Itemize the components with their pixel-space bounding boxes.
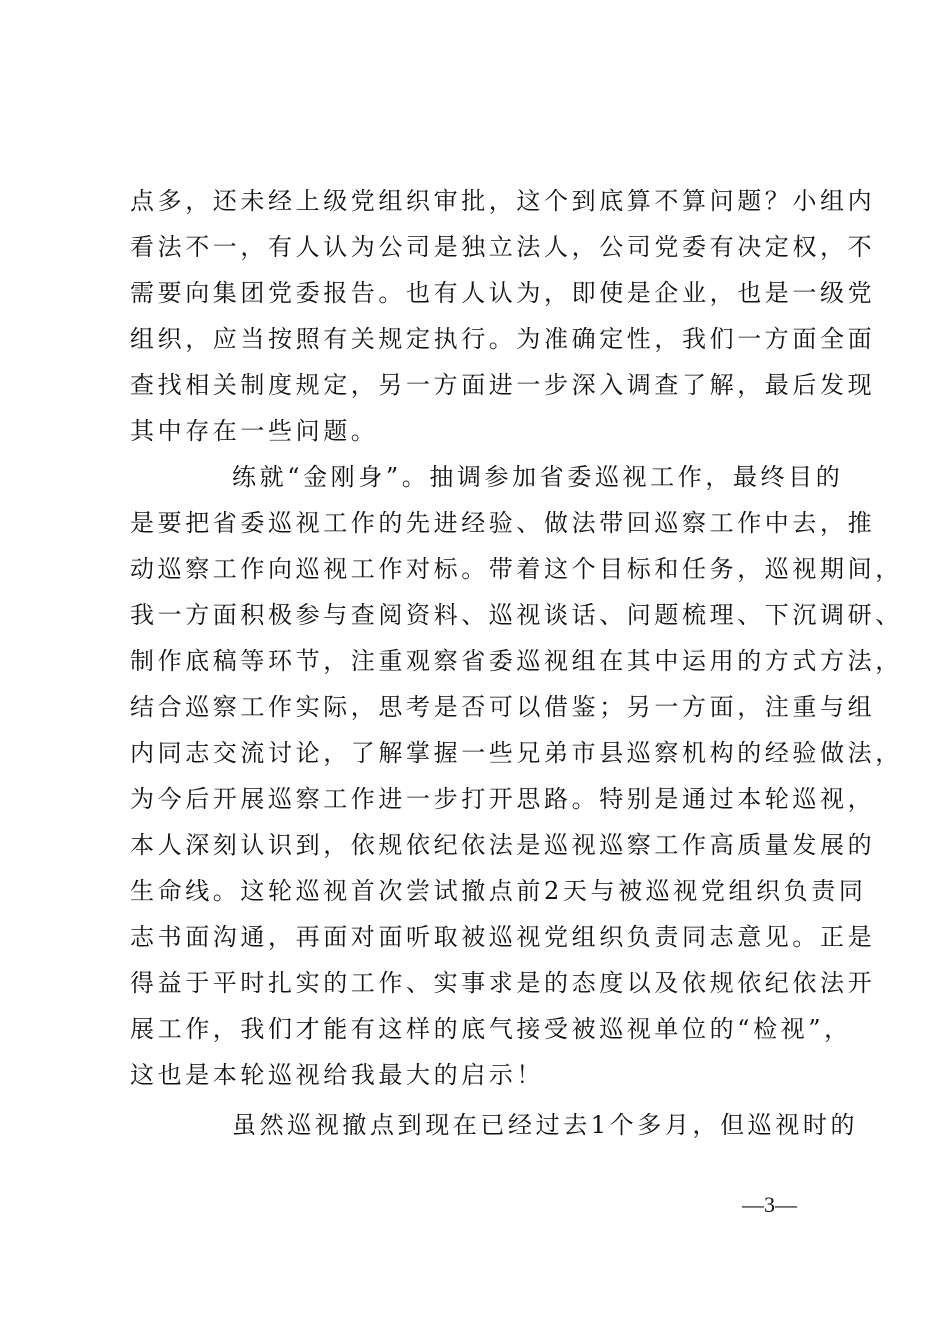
paragraph-first-line: 虽然巡视撤点到现在已经过去1个多月，但巡视时的: [232, 1111, 859, 1139]
text-line: 需要向集团党委报告。也有人认为，即使是企业，也是一级党: [130, 279, 876, 307]
text-line: 动巡察工作向巡视工作对标。带着这个目标和任务，巡视期间，: [130, 555, 903, 583]
text-line: 是要把省委巡视工作的先进经验、做法带回巡察工作中去，推: [130, 509, 876, 537]
text-line: 本人深刻认识到，依规依纪依法是巡视巡察工作高质量发展的: [130, 831, 876, 859]
text-line: 我一方面积极参与查阅资料、巡视谈话、问题梳理、下沉调研、: [130, 601, 903, 629]
text-line: 看法不一，有人认为公司是独立法人，公司党委有决定权，不: [130, 233, 876, 261]
text-line: 得益于平时扎实的工作、实事求是的态度以及依规依纪依法开: [130, 969, 876, 997]
text-line: 为今后开展巡察工作进一步打开思路。特别是通过本轮巡视，: [130, 785, 876, 813]
text-line: 查找相关制度规定，另一方面进一步深入调查了解，最后发现: [130, 371, 876, 399]
text-line: 这也是本轮巡视给我最大的启示！: [130, 1061, 544, 1089]
text-line: 制作底稿等环节，注重观察省委巡视组在其中运用的方式方法，: [130, 647, 903, 675]
text-line: 结合巡察工作实际，思考是否可以借鉴；另一方面，注重与组: [130, 693, 876, 721]
page-number: —3—: [742, 1192, 797, 1217]
text-line: 志书面沟通，再面对面听取被巡视党组织负责同志意见。正是: [130, 923, 876, 951]
paragraph-first-line: 练就“金刚身”。抽调参加省委巡视工作，最终目的: [232, 463, 844, 491]
text-line: 其中存在一些问题。: [130, 417, 379, 445]
text-line: 点多，还未经上级党组织审批，这个到底算不算问题？小组内: [130, 187, 876, 215]
text-line: 内同志交流讨论，了解掌握一些兄弟市县巡察机构的经验做法，: [130, 739, 903, 767]
text-line: 组织，应当按照有关规定执行。为准确定性，我们一方面全面: [130, 325, 876, 353]
text-line: 生命线。这轮巡视首次尝试撤点前2天与被巡视党组织负责同: [130, 877, 867, 905]
text-line: 展工作，我们才能有这样的底气接受被巡视单位的“检视”，: [130, 1015, 852, 1043]
